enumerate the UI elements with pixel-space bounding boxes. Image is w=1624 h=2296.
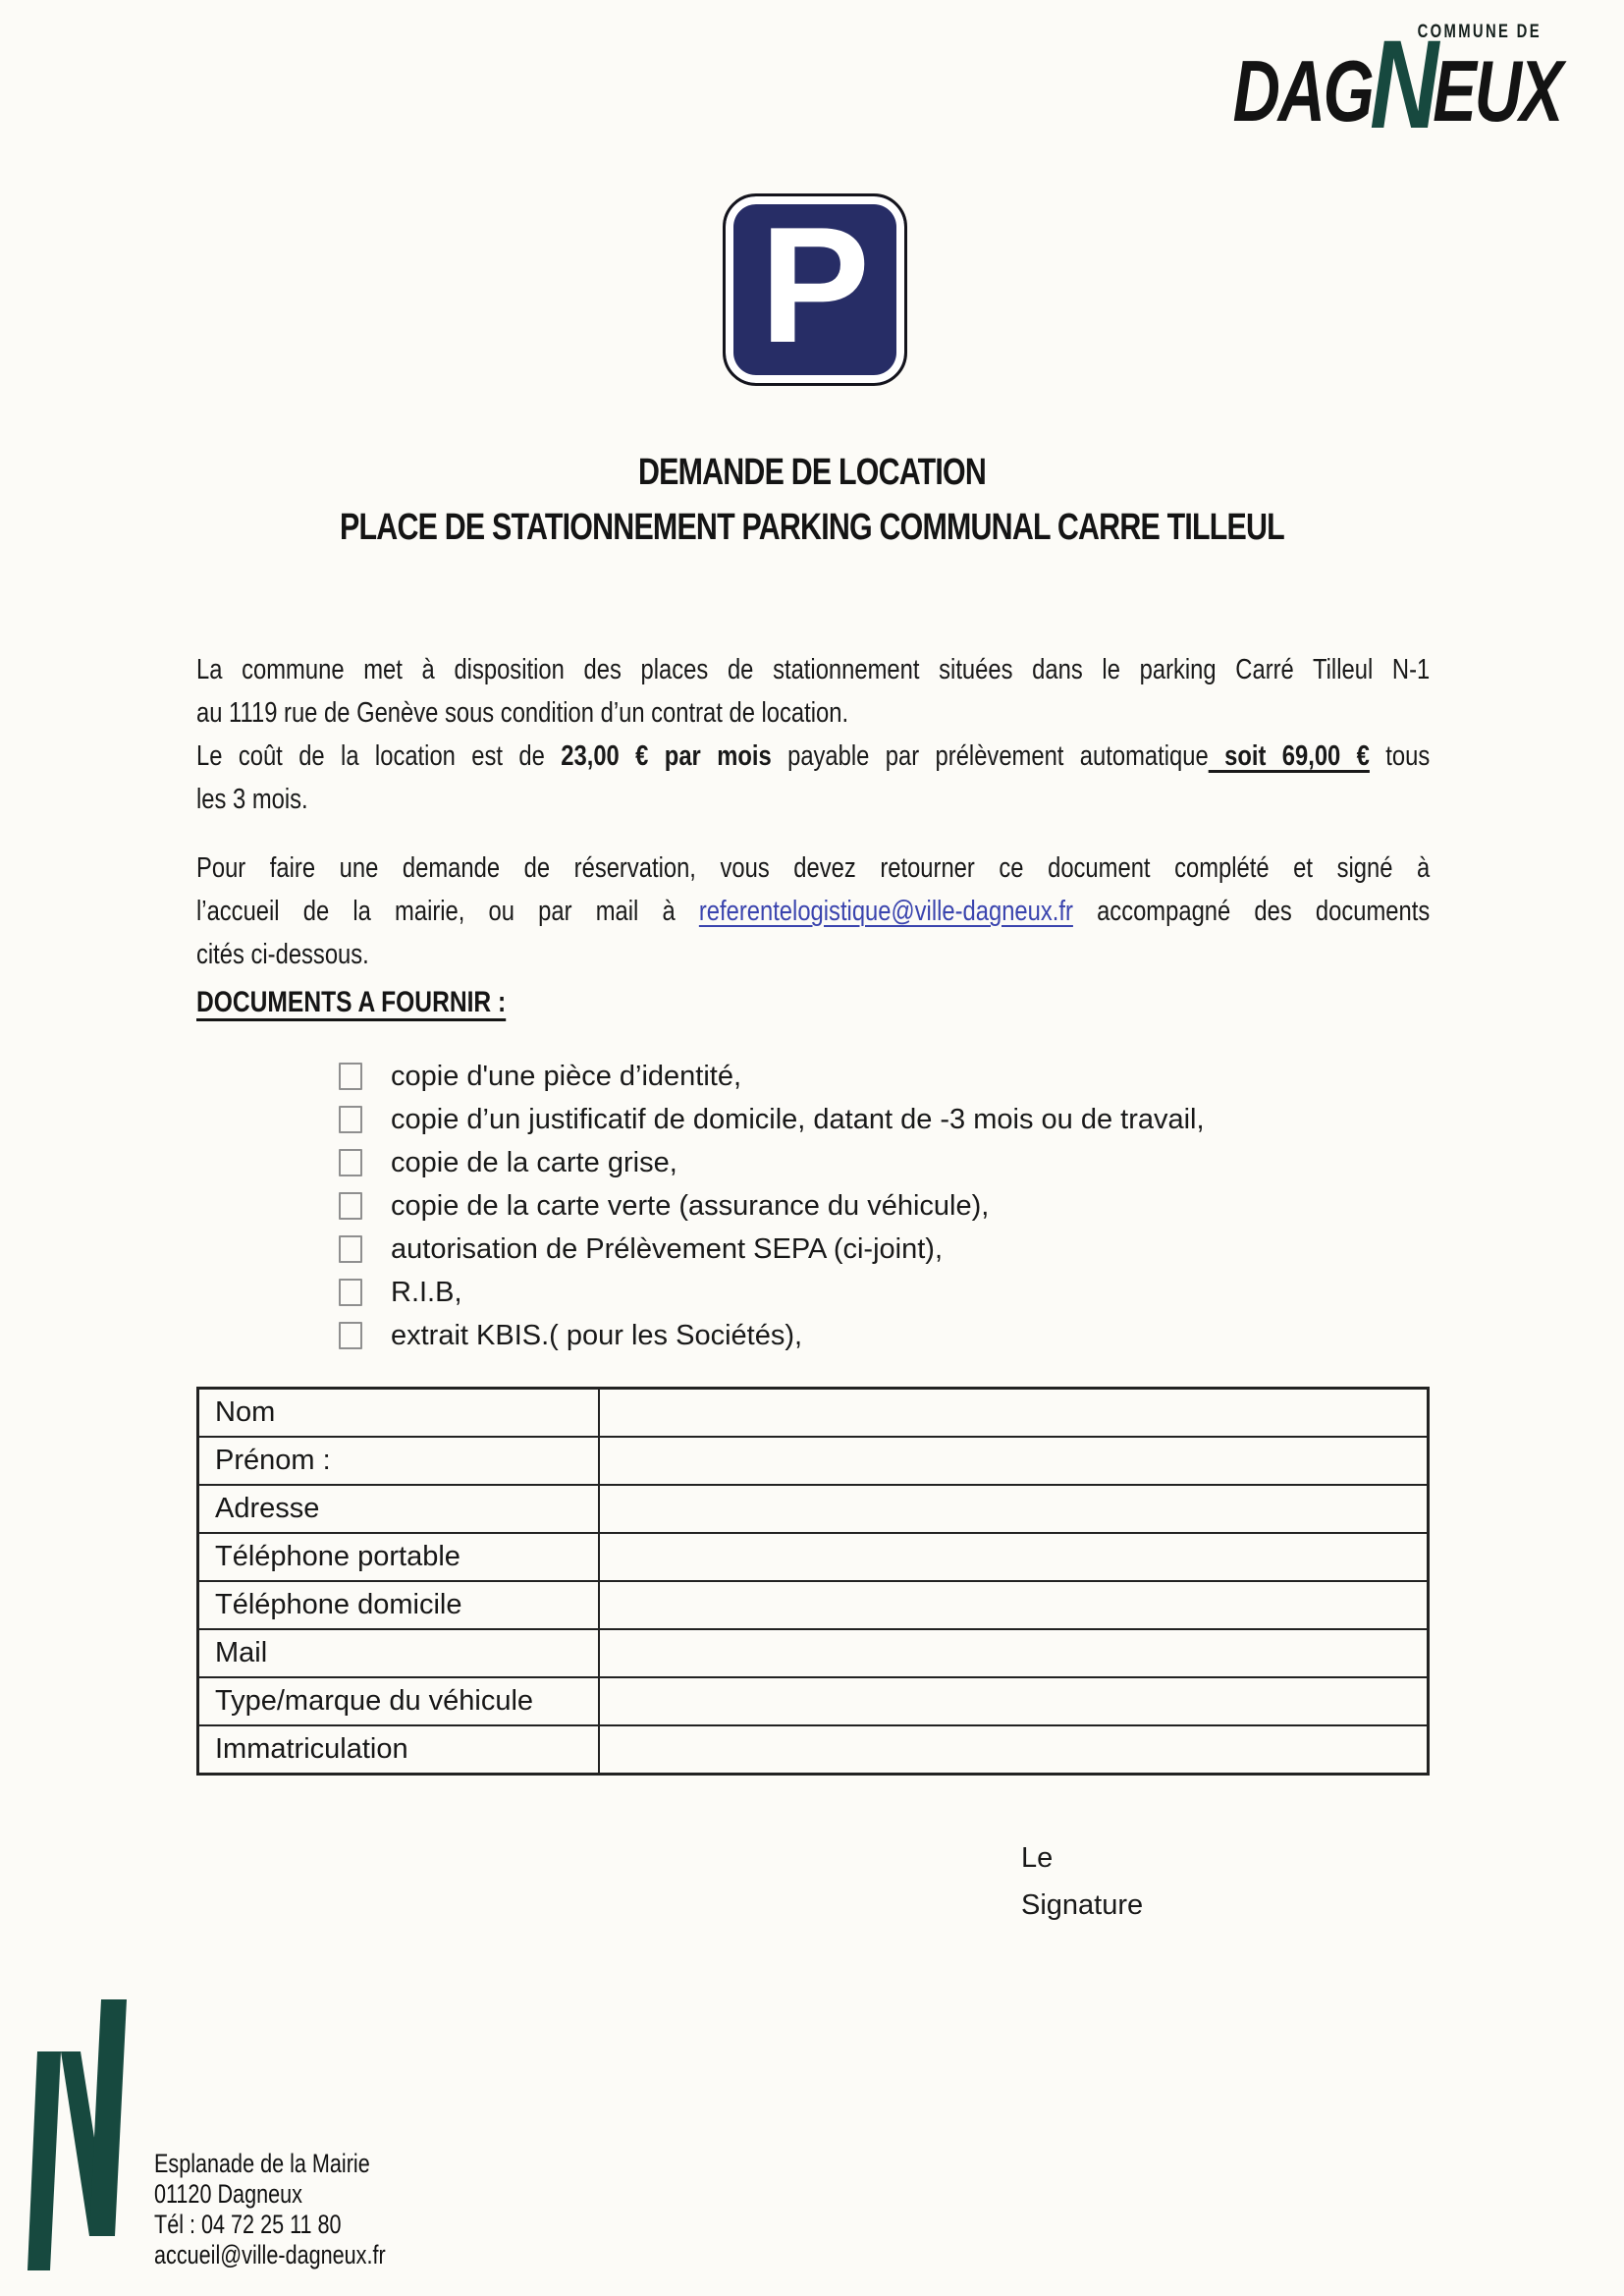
cost-sentence-start: Le coût de la location est de	[196, 740, 562, 772]
table-row-tel-domicile	[198, 1581, 1429, 1629]
row-label-adresse: Adresse	[198, 1485, 600, 1533]
title-line-1: DEMANDE DE LOCATION	[637, 452, 987, 493]
value-cell-immatriculation[interactable]	[599, 1725, 1429, 1775]
checklist-item-carte-grise	[339, 1141, 1205, 1184]
parking-p-letter: P	[759, 192, 871, 377]
value-cell-nom[interactable]	[599, 1389, 1429, 1438]
cost-sentence-middle: payable par prélèvement automatique	[771, 740, 1209, 772]
checklist-label: autorisation de Prélèvement SEPA (ci-joint),	[391, 1232, 944, 1265]
checklist-label: copie de la carte verte (assurance du véhicule),	[391, 1189, 990, 1222]
footer-address-block	[154, 2149, 386, 2270]
documents-checklist	[339, 1055, 1205, 1357]
row-label-mail: Mail	[198, 1629, 600, 1677]
value-cell-prenom[interactable]	[599, 1437, 1429, 1485]
date-label: Le	[1021, 1842, 1054, 1874]
row-label-tel-domicile: Téléphone domicile	[198, 1581, 600, 1629]
table-row-tel-portable	[198, 1533, 1429, 1581]
checkbox-justificatif[interactable]	[339, 1106, 362, 1133]
row-label-vehicule: Type/marque du véhicule	[198, 1677, 600, 1725]
table-row-mail	[198, 1629, 1429, 1677]
title-line-2: PLACE DE STATIONNEMENT PARKING COMMUNAL CARRE TILLEUL	[340, 507, 1284, 548]
checklist-item-carte-verte	[339, 1184, 1205, 1228]
documents-a-fournir-heading: DOCUMENTS A FOURNIR :	[196, 986, 507, 1018]
checklist-label: R.I.B,	[391, 1276, 462, 1308]
value-cell-mail[interactable]	[599, 1629, 1429, 1677]
commune-dagneux-logo	[1129, 15, 1561, 155]
checklist-item-kbis	[339, 1314, 1205, 1357]
row-label-tel-portable: Téléphone portable	[198, 1533, 600, 1581]
value-cell-adresse[interactable]	[599, 1485, 1429, 1533]
checklist-label: copie d’un justificatif de domicile, datant de -3 mois ou de travail,	[391, 1103, 1205, 1135]
checkbox-kbis[interactable]	[339, 1322, 362, 1349]
checklist-label: copie d'une pièce d’identité,	[391, 1060, 742, 1092]
checklist-item-justificatif	[339, 1098, 1205, 1141]
para1-line2: au 1119 rue de Genève sous condition d’un contrat de location.	[196, 697, 849, 729]
paragraph-gap	[196, 821, 1430, 847]
row-label-immatriculation: Immatriculation	[198, 1725, 600, 1775]
checkbox-identite[interactable]	[339, 1063, 362, 1090]
signature-block	[1021, 1834, 1143, 1929]
table-row-nom	[198, 1389, 1429, 1438]
checklist-item-rib	[339, 1271, 1205, 1314]
checklist-label: extrait KBIS.( pour les Sociétés),	[391, 1319, 803, 1351]
para1-line4: les 3 mois.	[196, 784, 308, 815]
checklist-item-sepa	[339, 1228, 1205, 1271]
document-title	[0, 452, 1624, 548]
intro-paragraphs	[196, 648, 1430, 976]
para1-line1: La commune met à disposition des places de stationnement situées dans le parking Carré Tilleul N-1	[196, 654, 1431, 685]
footer-address-line1: Esplanade de la Mairie	[154, 2149, 370, 2178]
signature-label: Signature	[1021, 1889, 1144, 1921]
reservation-email-link[interactable]: referentelogistique@ville-dagneux.fr	[698, 896, 1073, 927]
monthly-price-bold: 23,00 € par mois	[561, 740, 772, 772]
logo-eux-letters: EUX	[1433, 42, 1561, 139]
checkbox-carte-verte[interactable]	[339, 1192, 362, 1220]
checklist-item-identite	[339, 1055, 1205, 1098]
para2-line1: Pour faire une demande de réservation, vous devez retourner ce document complété et signé à	[196, 852, 1431, 884]
table-row-vehicule	[198, 1677, 1429, 1725]
table-row-prenom	[198, 1437, 1429, 1485]
checkbox-rib[interactable]	[339, 1279, 362, 1306]
cost-sentence-end: tous	[1369, 740, 1431, 772]
value-cell-tel-portable[interactable]	[599, 1533, 1429, 1581]
row-label-prenom: Prénom :	[198, 1437, 600, 1485]
footer-address-line2: 01120 Dagneux	[154, 2179, 302, 2209]
table-row-immatriculation	[198, 1725, 1429, 1775]
table-row-adresse	[198, 1485, 1429, 1533]
quarterly-price-bold-underline: soit 69,00 €	[1208, 740, 1370, 772]
footer-phone: Tél : 04 72 25 11 80	[154, 2210, 342, 2239]
value-cell-vehicule[interactable]	[599, 1677, 1429, 1725]
dagneux-n-mark-icon	[27, 1999, 130, 2275]
footer-email: accueil@ville-dagneux.fr	[154, 2240, 386, 2269]
mail-sentence-start: l’accueil de la mairie, ou par mail à	[196, 896, 699, 927]
parking-sign-icon	[723, 193, 907, 386]
logo-teal-n-letter: N	[1370, 15, 1437, 155]
checkbox-sepa[interactable]	[339, 1235, 362, 1263]
para1-line3	[196, 735, 1430, 778]
checkbox-carte-grise[interactable]	[339, 1149, 362, 1176]
para2-line3: cités ci-dessous.	[196, 939, 369, 970]
row-label-nom: Nom	[198, 1389, 600, 1438]
applicant-info-table	[196, 1387, 1430, 1776]
checklist-label: copie de la carte grise,	[391, 1146, 677, 1178]
logo-commune-de-text: COMMUNE DE	[1417, 22, 1542, 42]
mail-sentence-end: accompagné des documents	[1072, 896, 1431, 927]
logo-dag-letters: DAG	[1232, 42, 1373, 139]
value-cell-tel-domicile[interactable]	[599, 1581, 1429, 1629]
para2-line2	[196, 890, 1430, 933]
